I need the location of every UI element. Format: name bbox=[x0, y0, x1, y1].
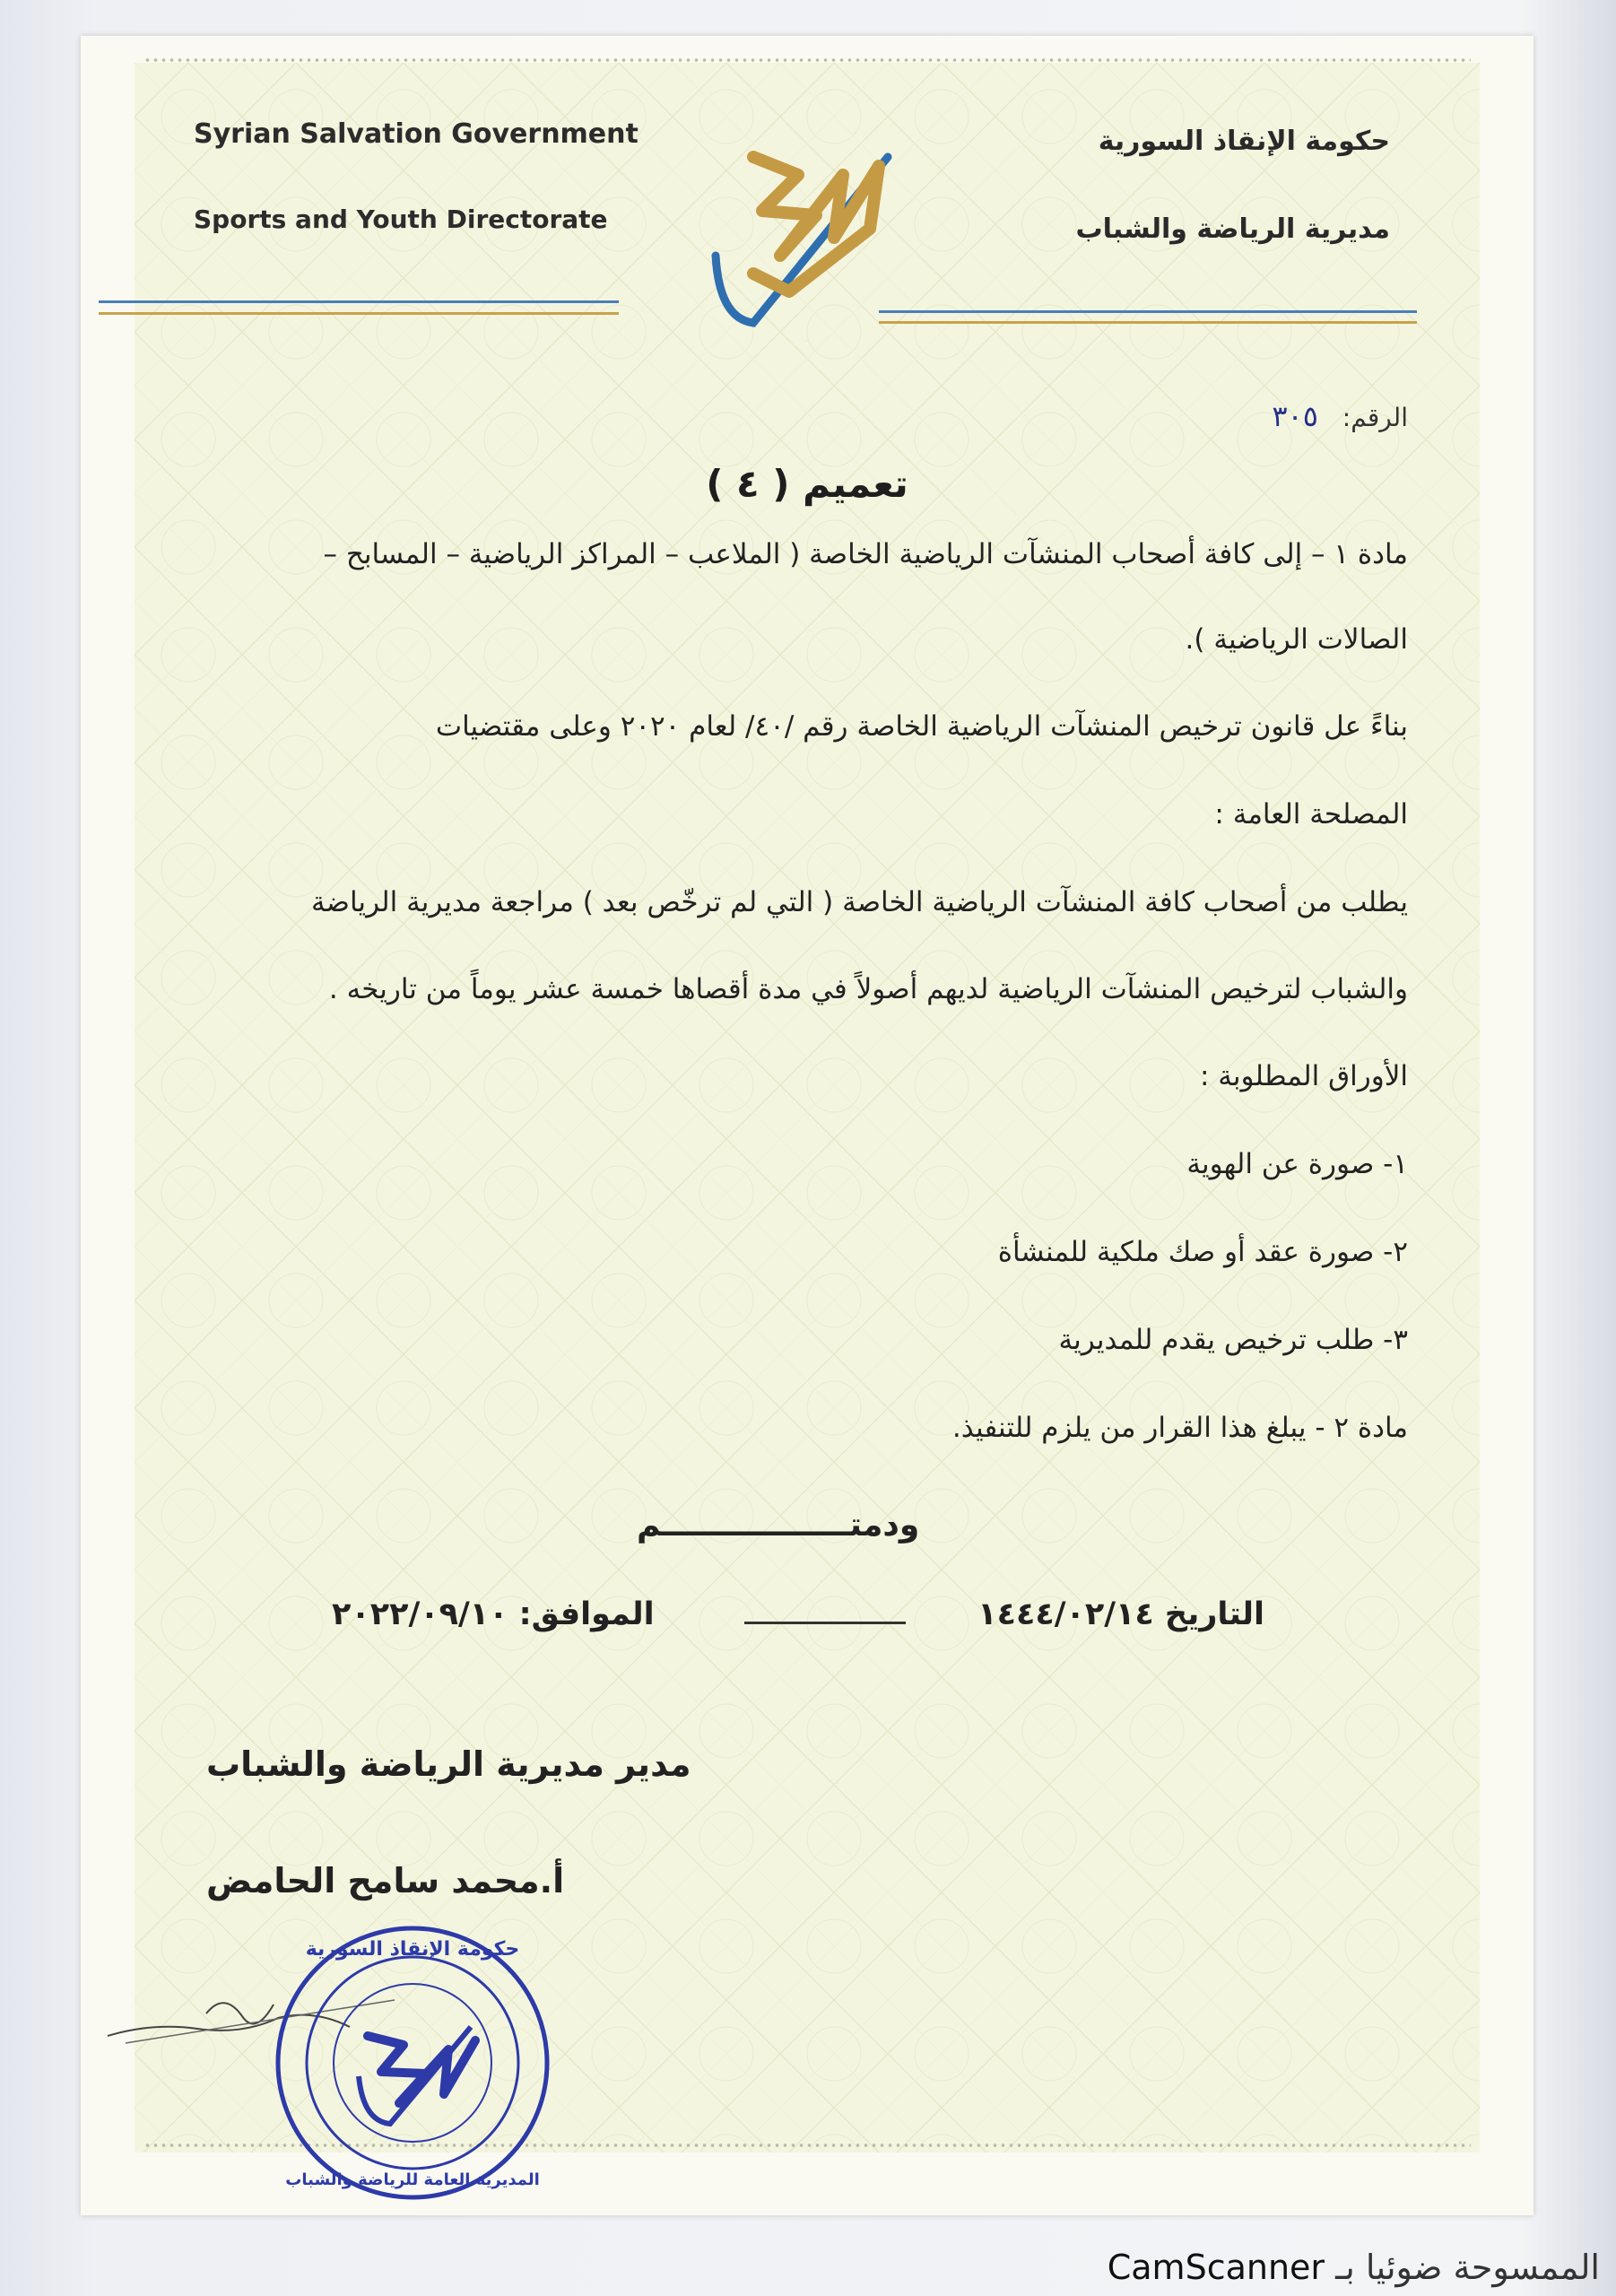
body-line: بناءً عل قانون ترخيص المنشآت الرياضية الخاصة رقم /٤٠/ لعام ٢٠٢٠ وعلى مقتضيات bbox=[435, 710, 1408, 743]
header-rule-left-gold bbox=[99, 312, 619, 315]
header-rule-right-blue bbox=[879, 310, 1417, 313]
hijri-date-value: ١٤٤٤/٠٢/١٤ bbox=[977, 1596, 1154, 1632]
required-doc-item: ٢- صورة عقد أو صك ملكية للمنشأة bbox=[997, 1236, 1408, 1268]
signatory-name: أ.محمد سامح الحامض bbox=[206, 1861, 565, 1900]
org-name-en: Syrian Salvation Government bbox=[194, 118, 639, 150]
body-line: يطلب من أصحاب كافة المنشآت الرياضية الخاصة ( التي لم ترخّص بعد ) مراجعة مديرية الرياضة bbox=[311, 886, 1408, 918]
body-line: مادة ١ – إلى كافة أصحاب المنشآت الرياضية الخاصة ( الملاعب – المراكز الرياضية – المسابح – bbox=[323, 538, 1408, 570]
body-line: والشباب لترخيص المنشآت الرياضية لديهم أصولاً في مدة أقصاها خمسة عشر يوماً من تاريخه . bbox=[328, 973, 1408, 1005]
body-line: الصالات الرياضية ). bbox=[1185, 623, 1408, 656]
background-pattern bbox=[135, 63, 1480, 2152]
signatory-position: مدير مديرية الرياضة والشباب bbox=[206, 1744, 691, 1784]
header-rule-left-blue bbox=[99, 300, 619, 303]
body-line: المصلحة العامة : bbox=[1214, 798, 1408, 831]
top-dotted-border bbox=[143, 56, 1471, 65]
stamp-inner-text: المديرية العامة للرياضة والشباب bbox=[285, 2170, 540, 2189]
dept-name-ar: مديرية الرياضة والشباب bbox=[1075, 213, 1390, 245]
header-rule-right-gold bbox=[879, 321, 1417, 324]
scanner-watermark bbox=[1108, 2248, 1600, 2287]
gregorian-date bbox=[332, 1596, 655, 1632]
dept-name-en: Sports and Youth Directorate bbox=[194, 204, 608, 234]
gregorian-date-value: ٢٠٢٢/٠٩/١٠ bbox=[332, 1596, 508, 1632]
reference-label: الرقم: bbox=[1342, 403, 1408, 432]
required-docs-heading: الأوراق المطلوبة : bbox=[1200, 1060, 1408, 1092]
closing-greeting: ودمتـــــــــــــــــم bbox=[637, 1507, 920, 1544]
required-doc-item: ١- صورة عن الهوية bbox=[1186, 1148, 1408, 1180]
logo-text: سوريا bbox=[805, 341, 809, 342]
hijri-date-label: التاريخ bbox=[1164, 1596, 1264, 1632]
gregorian-date-label: الموافق: bbox=[518, 1596, 655, 1632]
required-doc-item: ٣- طلب ترخيص يقدم للمديرية bbox=[1058, 1324, 1408, 1356]
reference bbox=[1272, 399, 1408, 433]
scanner-app-name: CamScanner bbox=[1107, 2248, 1325, 2287]
date-separator bbox=[744, 1622, 906, 1624]
stamp-outer-text: حكومة الإنقاذ السورية bbox=[305, 1938, 520, 1961]
circular-title: تعميم ( ٤ ) bbox=[706, 462, 908, 506]
body-line: مادة ٢ - يبلغ هذا القرار من يلزم للتنفيذ. bbox=[951, 1412, 1408, 1444]
reference-number: ٣٠٥ bbox=[1272, 399, 1318, 433]
hijri-date bbox=[977, 1596, 1264, 1632]
document-page bbox=[81, 36, 1533, 2215]
official-stamp bbox=[269, 1919, 556, 2206]
scanner-label-ar: الممسوحة ضوئيا بـ bbox=[1335, 2248, 1600, 2287]
org-name-ar: حكومة الإنقاذ السورية bbox=[1098, 126, 1390, 157]
